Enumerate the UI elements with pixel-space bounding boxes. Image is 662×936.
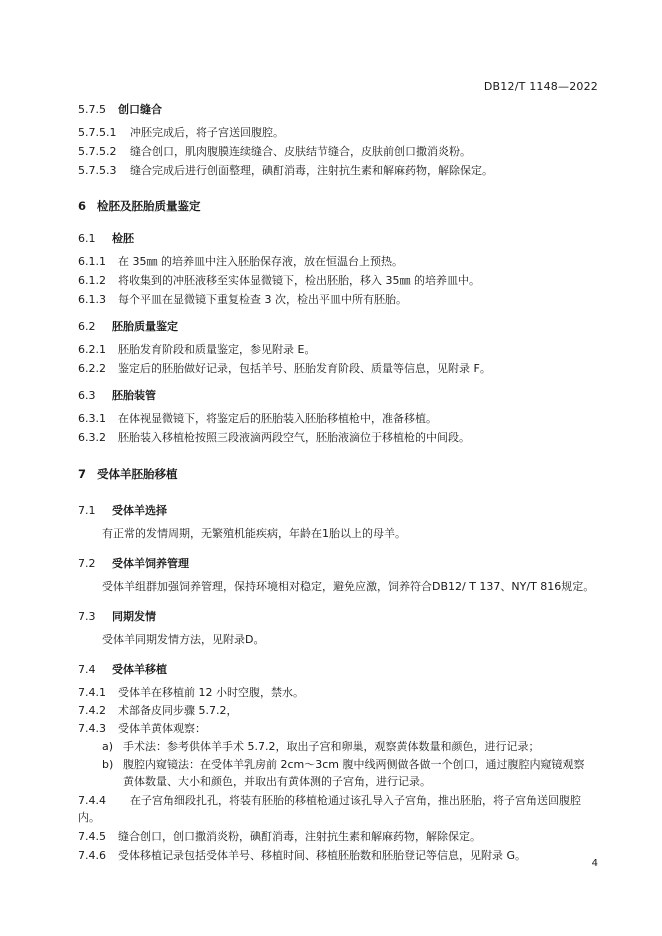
- clause-text: 胚胎装入移植枪按照三段液滴两段空气，胚胎液滴位于移植枪的中间段。: [118, 431, 470, 444]
- document-code: DB12/T 1148—2022: [483, 80, 598, 93]
- clause-text: 在 35㎜ 的培养皿中注入胚胎保存液，放在恒温台上预热。: [118, 255, 403, 268]
- section-title: 胚胎质量鉴定: [112, 320, 178, 333]
- section-heading-7-3: [78, 608, 598, 625]
- list-text: 手术法：参考供体羊手术 5.7.2，取出子宫和卵巢，观察黄体数量和颜色，进行记录；: [123, 740, 540, 753]
- clause-number: 5.7.5.3: [78, 164, 117, 177]
- section-heading-7-4: [78, 661, 598, 678]
- section-number: 6.3: [78, 389, 96, 402]
- section-number: 7.2: [78, 557, 96, 570]
- clause-text: 将收集到的冲胚液移至实体显微镜下，检出胚胎，移入 35㎜ 的培养皿中。: [118, 274, 480, 287]
- list-marker: b): [102, 758, 114, 771]
- clause-text: 缝合完成后进行创面整理，碘酊消毒，注射抗生素和解麻药物，解除保定。: [130, 164, 493, 177]
- clause-text: 胚胎发育阶段和质量鉴定，参见附录 E。: [118, 343, 316, 356]
- clause-number: 6.2.2: [78, 362, 106, 375]
- list-marker: a): [102, 740, 114, 753]
- clause-number: 7.4.2: [78, 704, 106, 717]
- clause-number: 6.3.2: [78, 431, 106, 444]
- clause-text: 缝合创口，创口撒消炎粉，碘酊消毒，注射抗生素和解麻药物，解除保定。: [118, 830, 481, 843]
- clause-text: 冲胚完成后，将子宫送回腹腔。: [130, 126, 284, 139]
- section-number: 5.7.5: [78, 103, 106, 116]
- section-heading-7-1: [78, 502, 598, 519]
- clause-7-4-6: [78, 847, 598, 864]
- clause-text: 受体羊黄体观察：: [118, 722, 206, 735]
- clause-6-1-1: [78, 253, 598, 270]
- section-title: 创口缝合: [118, 103, 162, 116]
- clause-number: 7.4.3: [78, 722, 106, 735]
- paragraph-7-1: 有正常的发情周期，无繁殖机能疾病，年龄在1胎以上的母羊。: [102, 527, 406, 540]
- clause-number: 6.1.3: [78, 293, 106, 306]
- clause-number: 7.4.6: [78, 849, 106, 862]
- section-title: 受体羊移植: [112, 663, 167, 676]
- clause-text: 在子宫角细段扎孔，将装有胚胎的移植枪通过该孔导入子宫角，推出胚胎，将子宫角送回腹腔: [130, 794, 581, 807]
- list-text: 腹腔内窥镜法：在受体羊乳房前 2cm～3cm 腹中线两侧做各做一个创口，通过腹腔内窥镜观察: [123, 758, 585, 771]
- section-title: 检胚: [112, 232, 134, 245]
- clause-7-4-4: [78, 792, 598, 809]
- section-number: 6.2: [78, 320, 96, 333]
- section-title: 胚胎装管: [112, 389, 156, 402]
- section-number: 7.4: [78, 663, 96, 676]
- clause-number: 5.7.5.1: [78, 126, 117, 139]
- section-heading-7-2: [78, 555, 598, 572]
- clause-5-7-5-2: [78, 143, 598, 160]
- section-heading-6-3: [78, 387, 598, 404]
- document-body: [78, 101, 598, 864]
- section-title: 受体羊选择: [112, 504, 167, 517]
- clause-number: 5.7.5.2: [78, 145, 117, 158]
- section-heading-5-7-5: [78, 101, 598, 118]
- clause-7-4-1: [78, 684, 598, 701]
- clause-number: 6.1.1: [78, 255, 106, 268]
- clause-text: 受体羊在移植前 12 小时空腹，禁水。: [118, 686, 304, 699]
- section-number: 7.3: [78, 610, 96, 623]
- section-title: 受体羊饲养管理: [112, 557, 189, 570]
- clause-text: 术部备皮同步骤 5.7.2，: [118, 704, 238, 717]
- section-heading-6-2: [78, 318, 598, 335]
- section-title: 同期发情: [112, 610, 156, 623]
- clause-number: 7.4.4: [78, 794, 106, 807]
- clause-6-2-1: [78, 341, 598, 358]
- clause-number: 6.2.1: [78, 343, 106, 356]
- clause-number: 7.4.5: [78, 830, 106, 843]
- clause-text: 缝合创口，肌肉腹膜连续缝合、皮肤结节缝合，皮肤前创口撒消炎粉。: [130, 145, 471, 158]
- section-number: 7.1: [78, 504, 96, 517]
- chapter-title: 检胚及胚胎质量鉴定: [97, 199, 201, 213]
- clause-6-3-1: [78, 410, 598, 427]
- clause-7-4-3: [78, 720, 598, 737]
- chapter-heading-6: [78, 198, 598, 215]
- clause-text: 受体移植记录包括受体羊号、移植时间、移植胚胎数和胚胎登记等信息，见附录 G。: [118, 849, 527, 862]
- list-item-b: [78, 756, 598, 773]
- chapter-number: 7: [78, 467, 87, 481]
- paragraph-7-2: 受体羊组群加强饲养管理，保持环境相对稳定，避免应激，饲养符合DB12/ T 137、NY/T 816规定。: [102, 580, 595, 593]
- clause-number: 6.3.1: [78, 412, 106, 425]
- chapter-title: 受体羊胚胎移植: [97, 467, 178, 481]
- clause-text: 在体视显微镜下，将鉴定后的胚胎装入胚胎移植枪中，准备移植。: [118, 412, 437, 425]
- paragraph-7-3: 受体羊同期发情方法，见附录D。: [102, 633, 265, 646]
- section-number: 6.1: [78, 232, 96, 245]
- clause-5-7-5-1: [78, 124, 598, 141]
- clause-number: 6.1.2: [78, 274, 106, 287]
- clause-7-4-5: [78, 828, 598, 845]
- clause-6-1-2: [78, 272, 598, 289]
- clause-text: 每个平皿在显微镜下重复检查 3 次，检出平皿中所有胚胎。: [118, 293, 407, 306]
- clause-7-4-4-continued: 内。: [78, 811, 100, 824]
- section-heading-6-1: [78, 230, 598, 247]
- clause-6-2-2: [78, 360, 598, 377]
- list-item-b-continued: 黄体数量、大小和颜色，并取出有黄体测的子宫角，进行记录。: [123, 775, 431, 788]
- clause-number: 7.4.1: [78, 686, 106, 699]
- clause-5-7-5-3: [78, 162, 598, 179]
- list-item-a: [78, 738, 598, 755]
- chapter-number: 6: [78, 199, 87, 213]
- clause-6-3-2: [78, 429, 598, 446]
- clause-text: 鉴定后的胚胎做好记录，包括羊号、胚胎发育阶段、质量等信息，见附录 F。: [118, 362, 491, 375]
- clause-6-1-3: [78, 291, 598, 308]
- clause-7-4-2: [78, 702, 598, 719]
- chapter-heading-7: [78, 466, 598, 483]
- page-number: 4: [591, 858, 598, 869]
